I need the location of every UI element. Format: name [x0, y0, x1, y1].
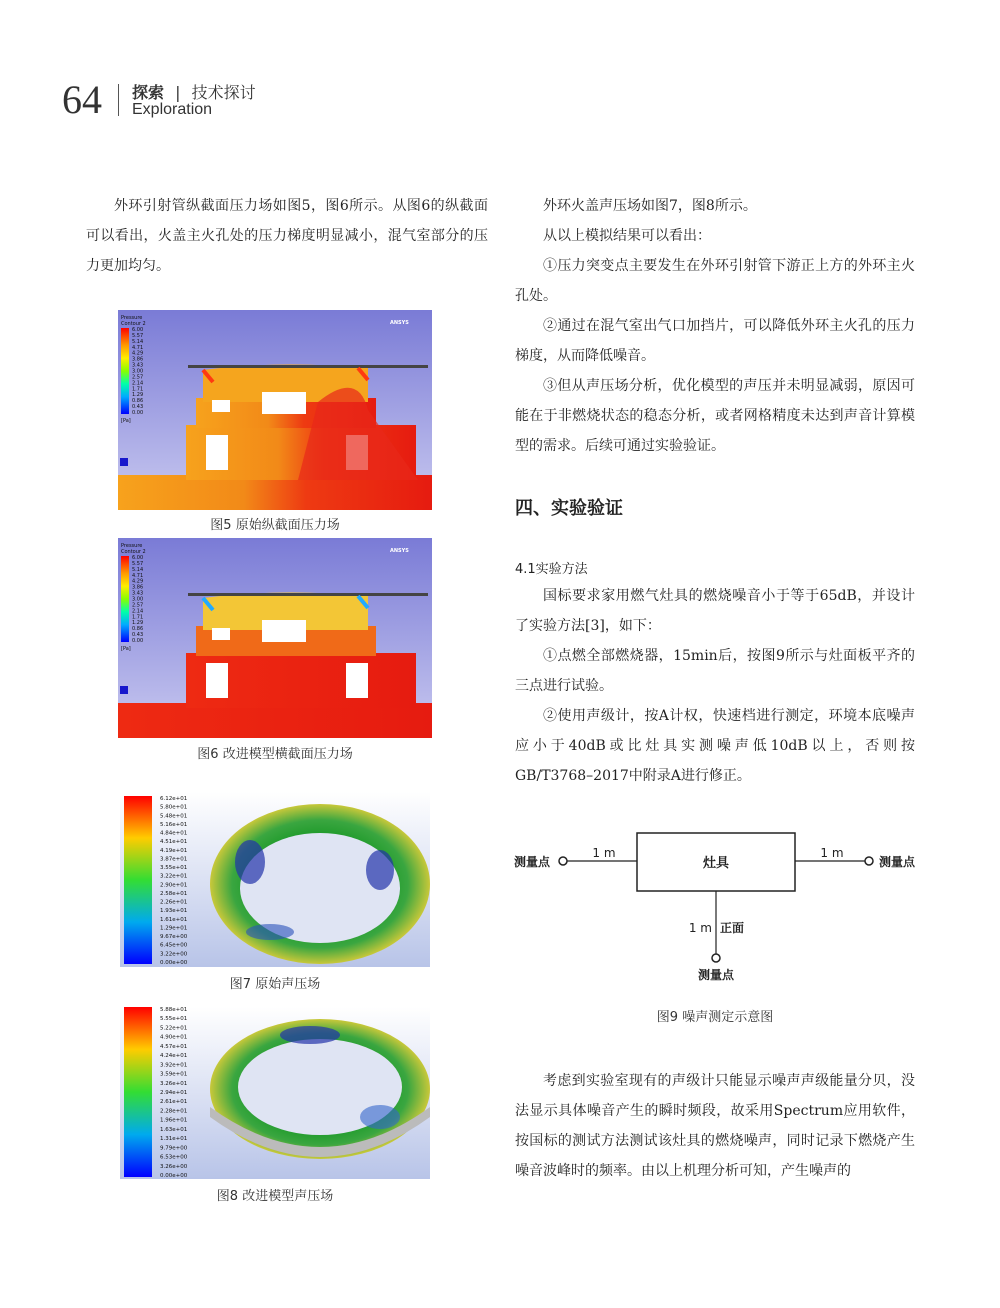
- fig5-legend-value: 3.00: [132, 368, 144, 375]
- figure-5-caption: 图5 原始纵截面压力场: [210, 518, 340, 533]
- results-para-3: ①压力突变点主要发生在外环引射管下游正上方的外环主火孔处。: [515, 258, 915, 304]
- point-left-label: 测量点: [514, 855, 551, 869]
- category-label: 探索: [132, 83, 165, 102]
- fig5-legend-value: 4.71: [132, 344, 144, 351]
- fig8-legend-value: 4.90e+01: [160, 1034, 188, 1041]
- fig8-legend-value: 0.00e+00: [160, 1173, 188, 1179]
- method-paragraphs: [515, 581, 915, 791]
- results-para-1: 外环火盖声压场如图7，图8所示。: [543, 198, 757, 214]
- fig6-legend-value: 0.00: [132, 638, 144, 644]
- fig5-legend-value: 6.00: [132, 327, 144, 333]
- stove-label: 灶具: [702, 856, 730, 871]
- fig7-legend-value: 1.29e+01: [160, 925, 188, 932]
- dist-bottom-label: 1 m: [688, 921, 712, 935]
- fig7-legend-value: 4.51e+01: [160, 839, 188, 846]
- fig7-legend-value: 3.22e+00: [160, 951, 188, 958]
- fig6-legend-value: 6.00: [132, 555, 144, 561]
- fig7-legend-value: 2.26e+01: [160, 899, 188, 906]
- fig7-legend-value: 5.80e+01: [160, 804, 188, 811]
- fig6-legend-value: 2.57: [132, 602, 144, 609]
- fig6-legend-value: 0.43: [132, 632, 144, 639]
- fig7-legend-value: 0.00e+00: [160, 960, 188, 966]
- fig7-legend-value: 1.61e+01: [160, 916, 188, 923]
- figure-9-diagram: [510, 825, 930, 990]
- fig7-legend-value: 3.55e+01: [160, 865, 188, 872]
- method-para-1: 国标要求家用燃气灶具的燃烧噪音小于等于65dB，并设计了实验方法[3]，如下：: [515, 588, 915, 634]
- fig6-legend-value: 3.86: [132, 584, 144, 591]
- fig6-legend-value: 1.71: [132, 614, 144, 621]
- figure-7: [120, 792, 430, 967]
- fig5-legend-value: 1.29: [132, 392, 144, 399]
- bottom-text: 考虑到实验室现有的声级计只能显示噪声声级能量分贝，没法显示具体噪音产生的瞬时频段，故采用Spectrum应用软件，按国标的测试方法测试该灶具的燃烧噪声，同时记录下燃烧产生噪音波峰时的频率。由以上机理分析可知，产生噪声的: [515, 1073, 915, 1179]
- fig6-legend-value: 5.57: [132, 560, 144, 567]
- fig5-legend-value: 0.43: [132, 404, 144, 411]
- fig7-legend-value: 2.58e+01: [160, 890, 188, 897]
- results-para-4: ②通过在混气室出气口加挡片，可以降低外环主火孔的压力梯度，从而降低噪音。: [515, 318, 915, 364]
- fig5-legend-value: 3.86: [132, 356, 144, 363]
- fig8-legend-value: 3.26e+01: [160, 1080, 188, 1087]
- header-divider: [118, 84, 119, 116]
- fig8-legend-value: 1.96e+01: [160, 1117, 188, 1124]
- fig8-legend-value: 3.59e+01: [160, 1071, 188, 1078]
- fig6-legend-subtitle: Contour 2: [121, 549, 146, 555]
- figure-6-caption: 图6 改进模型横截面压力场: [197, 747, 353, 762]
- figure-7-caption: 图7 原始声压场: [229, 977, 321, 992]
- results-para-2: 从以上模拟结果可以看出：: [543, 228, 711, 244]
- fig8-legend-value: 5.88e+01: [160, 1007, 188, 1013]
- point-left-icon: [559, 857, 567, 865]
- dist-right-label: 1 m: [820, 846, 844, 860]
- fig8-legend-value: 3.92e+01: [160, 1062, 188, 1069]
- fig8-legend-value: 6.53e+00: [160, 1154, 188, 1161]
- fig8-legend-value: 1.31e+01: [160, 1136, 188, 1143]
- subsection-title: 4.1实验方法: [515, 562, 588, 577]
- fig8-legend-value: 4.24e+01: [160, 1053, 188, 1060]
- fig6-legend-value: 0.86: [132, 626, 144, 633]
- fig5-legend-value: 0.86: [132, 398, 144, 405]
- fig8-legend-value: 4.57e+01: [160, 1043, 188, 1050]
- right-results-paragraphs: [515, 191, 915, 461]
- fig8-legend-value: 1.63e+01: [160, 1126, 188, 1133]
- fig7-legend-value: 5.48e+01: [160, 813, 188, 820]
- method-para-2: ①点燃全部燃烧器，15min后，按图9所示与灶面板平齐的三点进行试验。: [515, 648, 915, 694]
- header-english: Exploration: [132, 101, 213, 118]
- fig7-legend-value: 5.16e+01: [160, 821, 188, 828]
- fig5-legend-title: Pressure: [121, 315, 143, 321]
- fig6-legend-value: 2.14: [132, 608, 144, 615]
- figure-8-image: [120, 1007, 430, 1179]
- figure-9-caption: 图9 噪声测定示意图: [656, 1010, 774, 1025]
- front-label: 正面: [720, 921, 745, 935]
- fig6-legend-value: 4.71: [132, 572, 144, 579]
- fig7-legend-value: 2.90e+01: [160, 882, 188, 889]
- dist-left-label: 1 m: [592, 846, 616, 860]
- results-para-5: ③但从声压场分析，优化模型的声压并未明显减弱，原因可能在于非燃烧状态的稳态分析，或者网格精度未达到声音计算模型的需求。后续可通过实验验证。: [515, 378, 915, 454]
- fig7-legend-value: 3.87e+01: [160, 856, 188, 863]
- fig8-legend-value: 2.61e+01: [160, 1099, 188, 1106]
- method-para-3: ②使用声级计，按A计权，快速档进行测定，环境本底噪声应小于40dB或比灶具实测噪声低10dB以上，否则按GB/T3768–2017中附录A进行修正。: [515, 708, 915, 784]
- fig5-legend-value: 5.57: [132, 332, 144, 339]
- fig6-legend-value: 1.29: [132, 620, 144, 627]
- fig6-legend-unit: [Pa]: [121, 646, 131, 652]
- figure-8-caption: 图8 改进模型声压场: [216, 1189, 334, 1204]
- fig8-legend-value: 2.28e+01: [160, 1108, 188, 1115]
- figure-9: [510, 825, 930, 990]
- figure-7-image: [120, 792, 430, 967]
- fig7-legend-value: 6.12e+01: [160, 796, 188, 802]
- fig7-legend-value: 4.84e+01: [160, 830, 188, 837]
- fig7-legend-value: 4.19e+01: [160, 847, 188, 854]
- figure-5-image: [118, 310, 432, 510]
- point-bottom-icon: [712, 954, 720, 962]
- fig8-legend-value: 2.94e+01: [160, 1090, 188, 1096]
- fig7-legend-value: 1.93e+01: [160, 908, 188, 915]
- fig5-legend-value: 3.43: [132, 362, 144, 369]
- subcategory-label: 技术探讨: [191, 83, 256, 102]
- fig6-legend-title: Pressure: [121, 543, 143, 549]
- left-intro-paragraph: [86, 191, 488, 281]
- page-number: 64: [62, 77, 102, 122]
- fig5-legend-value: 5.14: [132, 338, 144, 345]
- fig5-legend-value: 4.29: [132, 350, 144, 357]
- fig7-legend-value: 3.22e+01: [160, 873, 188, 880]
- fig6-legend-value: 3.00: [132, 596, 144, 603]
- fig8-legend-value: 5.22e+01: [160, 1025, 188, 1032]
- fig5-legend-value: 1.71: [132, 386, 144, 393]
- figure-5: [118, 310, 432, 510]
- point-bottom-label: 测量点: [697, 968, 735, 982]
- figure-6-image: [118, 538, 432, 738]
- left-intro-text: 外环引射管纵截面压力场如图5，图6所示。从图6的纵截面可以看出，火盖主火孔处的压力梯度明显减小，混气室部分的压力更加均匀。: [86, 198, 488, 274]
- fig8-legend-value: 5.55e+01: [160, 1016, 188, 1023]
- header-category: [132, 80, 256, 103]
- figure-6: [118, 538, 432, 738]
- point-right-icon: [865, 857, 873, 865]
- fig6-legend-value: 3.43: [132, 590, 144, 597]
- fig7-legend-value: 6.45e+00: [160, 942, 188, 949]
- category-separator: |: [175, 83, 181, 102]
- bottom-paragraph: [515, 1066, 915, 1186]
- fig8-legend-value: 9.79e+00: [160, 1145, 188, 1152]
- fig6-legend-value: 4.29: [132, 578, 144, 585]
- fig6-legend-value: 5.14: [132, 566, 144, 573]
- fig5-legend-unit: [Pa]: [121, 418, 131, 424]
- fig5-legend-subtitle: Contour 2: [121, 321, 146, 327]
- fig5-brand: ANSYS: [390, 320, 409, 326]
- figure-8: [120, 1007, 430, 1179]
- fig7-legend-value: 9.67e+00: [160, 934, 188, 941]
- point-right-label: 测量点: [879, 855, 916, 869]
- fig5-legend-value: 2.14: [132, 380, 144, 387]
- fig5-legend-value: 2.57: [132, 374, 144, 381]
- fig5-legend-value: 0.00: [132, 410, 144, 416]
- fig8-legend-value: 3.26e+00: [160, 1163, 188, 1170]
- fig6-brand: ANSYS: [390, 548, 409, 554]
- section-title: 四、实验验证: [515, 498, 623, 519]
